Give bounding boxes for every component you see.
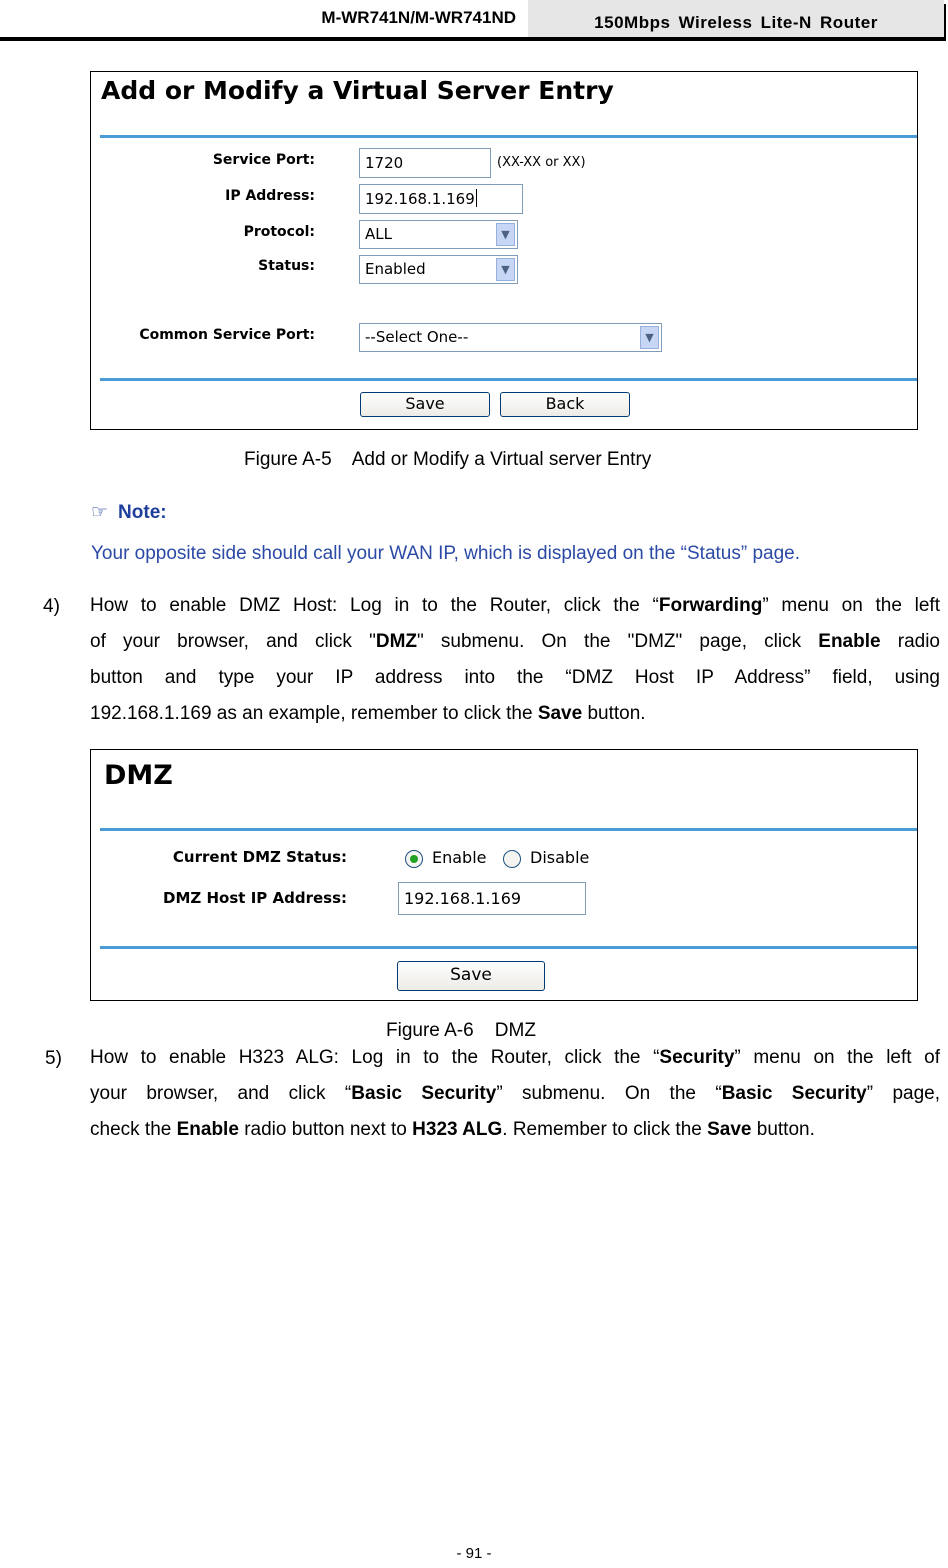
step-5-number: 5) [45,1048,62,1069]
status-value: Enabled [365,260,426,278]
step-5-line: your browser, and click “Basic Security” submenu. On the “Basic Security” page, [90,1083,941,1104]
step-4-number: 4) [43,596,60,617]
page-header [0,0,948,40]
pointing-hand-icon: ☞ [91,501,109,523]
ip-address-label: IP Address: [225,188,315,204]
title-rule [100,135,917,138]
step-5-line: check the Enable radio button next to H323 ALG. Remember to click the Save button. [90,1119,815,1140]
back-button[interactable]: Back [500,392,630,417]
header-product: 150Mbps Wireless Lite-N Router [528,0,944,40]
title-rule [100,828,917,831]
dmz-host-ip-label: DMZ Host IP Address: [163,889,347,907]
dmz-host-ip-input[interactable]: 192.168.1.169 [398,882,586,915]
chevron-down-icon[interactable]: ▼ [496,223,515,246]
chevron-down-icon[interactable]: ▼ [640,326,659,349]
service-port-hint: (XX-XX or XX) [497,155,586,170]
service-port-input[interactable]: 1720 [359,148,491,178]
figure-a6-caption: Figure A-6 DMZ [386,1020,536,1041]
step-4-line: of your browser, and click "DMZ" submenu. On the "DMZ" page, click Enable radio [90,631,940,652]
figure-title: DMZ [104,760,173,791]
chevron-down-icon[interactable]: ▼ [496,258,515,281]
service-port-label: Service Port: [212,152,315,168]
figure-virtual-server-entry [90,71,918,430]
disable-radio[interactable] [503,850,521,868]
figure-dmz [90,749,918,1001]
status-select[interactable] [359,255,518,284]
enable-radio-label: Enable [432,848,487,867]
ip-address-input[interactable] [359,184,523,214]
disable-radio-label: Disable [530,848,590,867]
status-label: Status: [258,258,315,274]
footer-rule [100,378,917,381]
dmz-status-label: Current DMZ Status: [172,848,347,866]
note-heading [91,501,167,524]
step-5-line: How to enable H323 ALG: Log in to the Router, click the “Security” menu on the left of [90,1047,940,1068]
step-4-line: How to enable DMZ Host: Log in to the Router, click the “Forwarding” menu on the left [90,595,940,616]
header-vertical-rule [944,4,946,41]
figure-a5-caption: Figure A-5 Add or Modify a Virtual server Entry [244,449,652,470]
text-cursor [476,189,477,207]
enable-radio[interactable] [405,850,423,868]
protocol-value: ALL [365,225,392,243]
step-4-paragraph [90,588,940,732]
common-service-port-label: Common Service Port: [139,327,315,343]
footer-rule [100,946,917,949]
common-service-port-select[interactable] [359,323,662,352]
common-service-port-value: --Select One-- [365,328,469,346]
step-4-line: button and type your IP address into the “DMZ Host IP Address” field, using [90,667,940,688]
note-heading-text: Note: [118,502,167,523]
ip-address-value: 192.168.1.169 [365,190,475,208]
protocol-select[interactable] [359,220,518,249]
note-text: Your opposite side should call your WAN IP, which is displayed on the “Status” page. [91,543,801,564]
save-button[interactable]: Save [360,392,490,417]
header-rule [0,37,944,41]
page-number: - 91 - [456,1545,492,1562]
protocol-label: Protocol: [243,224,315,240]
figure-title: Add or Modify a Virtual Server Entry [101,76,614,105]
radio-selected-dot [410,855,418,863]
save-button[interactable]: Save [397,961,545,991]
header-model: M-WR741N/M-WR741ND [321,8,516,27]
step-5-paragraph [90,1040,940,1148]
step-4-line: 192.168.1.169 as an example, remember to click the Save button. [90,703,646,724]
